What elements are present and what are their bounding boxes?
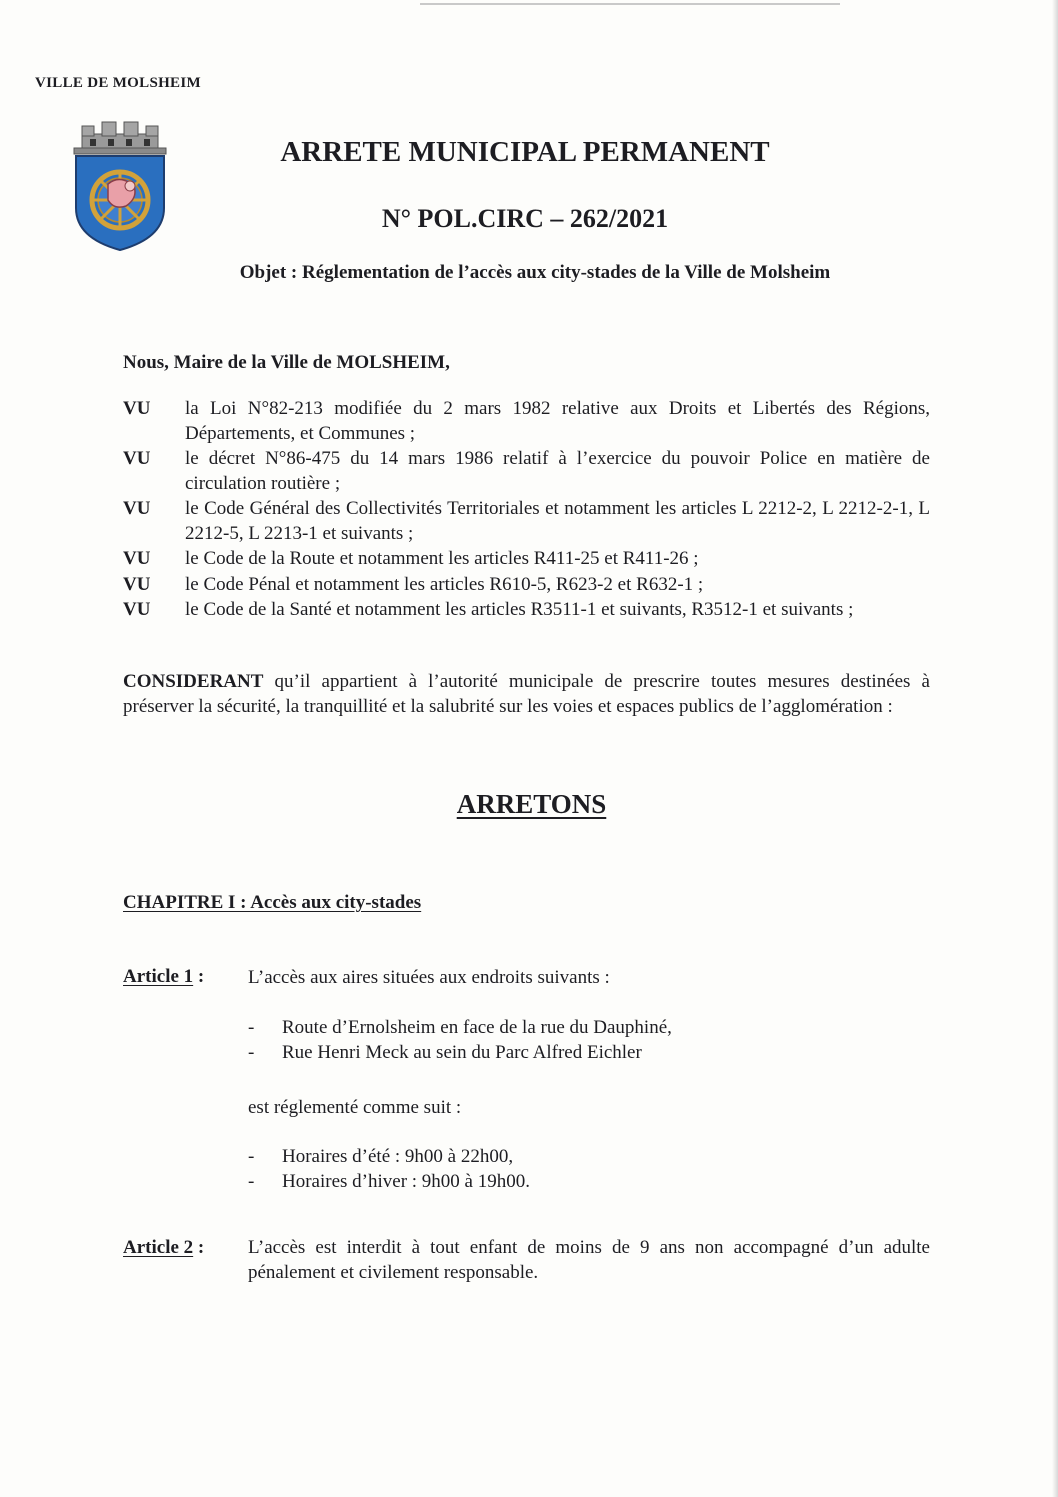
scan-edge-line [420,3,840,5]
article-label-colon: : [193,1237,205,1258]
article-label-colon: : [193,966,205,987]
vu-keyword: VU [123,599,151,620]
vu-text: le Code Général des Collectivités Territoriales et notamment les articles L 2212-2, L 2212-2-1, L 2212-5, L 2213-1 et suivants ; [185,498,930,544]
vu-item [123,598,930,623]
hours-list [248,1144,530,1194]
document-subject: Objet : Réglementation de l’accès aux city-stades de la Ville de Molsheim [239,262,831,283]
coat-of-arms-icon [68,120,172,252]
list-item-text: Horaires d’été : 9h00 à 22h00, [282,1146,514,1167]
article-label-text: Article 1 [123,966,194,987]
vu-keyword: VU [123,398,151,419]
document-title: ARRETE MUNICIPAL PERMANENT [280,136,770,168]
list-dash: - [248,1171,255,1192]
legal-references-list [123,397,930,624]
arretons-heading: ARRETONS [456,789,607,819]
location-list [248,1015,672,1065]
list-dash: - [248,1042,255,1063]
scan-edge-shadow [1052,0,1058,1497]
vu-keyword: VU [123,498,151,519]
list-item-text: Horaires d’hiver : 9h00 à 19h00. [282,1171,530,1192]
considerant-paragraph [123,669,930,719]
list-item [248,1040,672,1065]
vu-item [123,547,930,572]
vu-keyword: VU [123,573,151,595]
chapter-heading: CHAPITRE I : Accès aux city-stades [123,892,422,913]
vu-text: le Code de la Santé et notamment les articles R3511-1 et suivants, R3512-1 et suivants ; [185,599,854,620]
vu-item [123,573,930,598]
list-dash: - [248,1146,255,1167]
considerant-keyword: CONSIDERANT [123,671,264,692]
vu-keyword: VU [123,548,151,569]
vu-text: la Loi N°82-213 modifiée du 2 mars 1982 relative aux Droits et Libertés des Régions, Départements, et Communes ; [185,398,930,444]
considerant-text: qu’il appartient à l’autorité municipale de prescrire toutes mesures destinées à préserver la sécurité, la tranquillité et la salubrité sur les voies et espaces publics de l’agglomération : [123,671,930,717]
vu-keyword: VU [123,448,151,469]
list-item-text: Rue Henri Meck au sein du Parc Alfred Eichler [282,1042,642,1063]
document-number: N° POL.CIRC – 262/2021 [381,204,669,233]
article-2-label [123,1237,204,1259]
article-1-intro: L’accès aux aires situées aux endroits suivants : [248,967,610,988]
article-2-text: L’accès est interdit à tout enfant de moins de 9 ans non accompagné d’un adulte pénalement et civilement responsable. [248,1237,930,1283]
article-label-text: Article 2 [123,1237,194,1258]
vu-text: le décret N°86-475 du 14 mars 1986 relatif à l’exercice du pouvoir Police en matière de circulation routière ; [185,448,930,494]
list-item [248,1169,530,1194]
city-name: VILLE DE MOLSHEIM [35,75,201,91]
list-item [248,1015,672,1040]
vu-item [123,397,930,446]
vu-item [123,497,930,546]
article-1-middle: est réglementé comme suit : [248,1097,462,1118]
vu-item [123,447,930,496]
mayor-line: Nous, Maire de la Ville de MOLSHEIM, [123,352,450,373]
list-item [248,1144,530,1169]
vu-text: le Code de la Route et notamment les articles R411-25 et R411-26 ; [185,548,699,569]
list-dash: - [248,1017,255,1038]
vu-text: le Code Pénal et notamment les articles R610-5, R623-2 et R632-1 ; [185,573,704,595]
article-1-label [123,966,204,988]
list-item-text: Route d’Ernolsheim en face de la rue du Dauphiné, [282,1017,672,1038]
